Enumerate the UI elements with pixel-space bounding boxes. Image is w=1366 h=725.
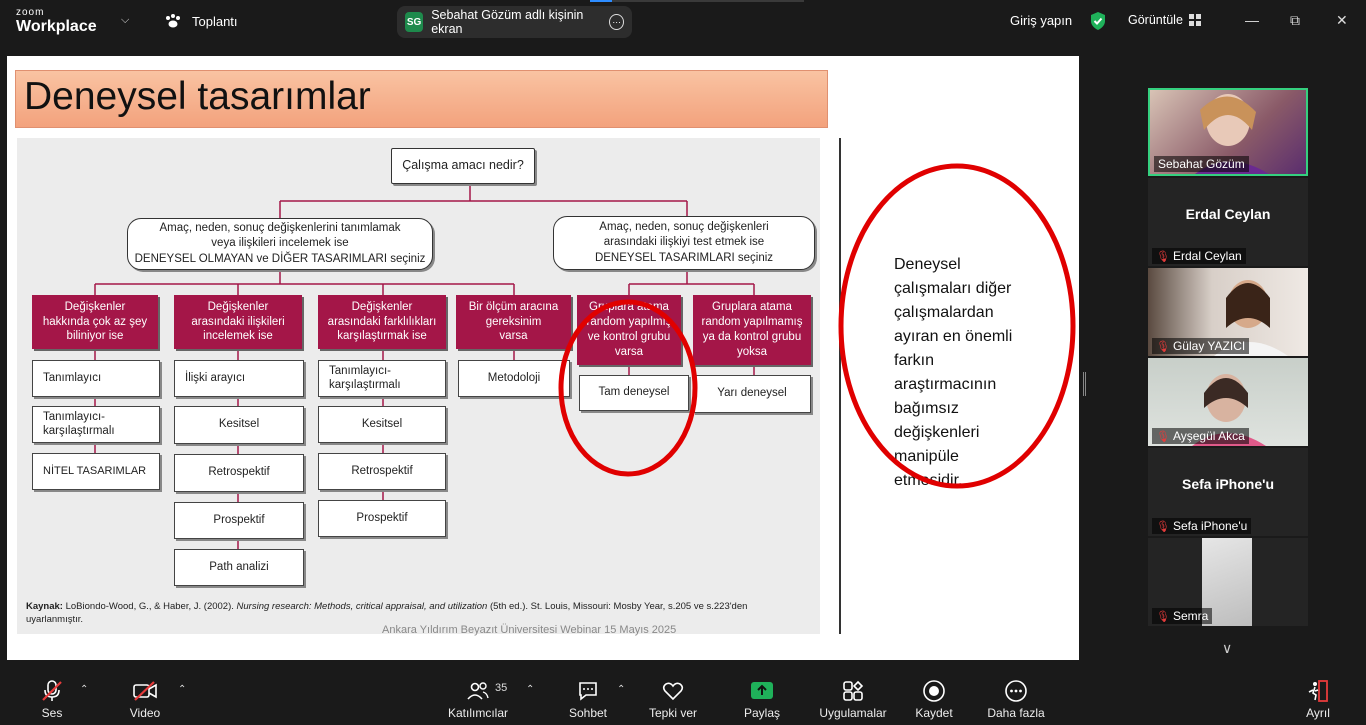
chevron-down-icon[interactable]: ∨	[1222, 640, 1233, 656]
slide-title: Deneysel tasarımlar	[24, 75, 371, 118]
mic-off-icon: 🎙	[1156, 610, 1170, 623]
category-4: Bir ölçüm aracına gereksinim varsa	[456, 295, 571, 349]
item-metodoloji: Metodoloji	[458, 360, 570, 397]
mic-off-icon: 🎙	[1156, 430, 1170, 443]
category-5: Gruplara atama random yapılmış ve kontrol grubu varsa	[577, 295, 681, 365]
mic-off-icon	[40, 679, 64, 703]
item-iliski-arayici: İlişki arayıcı	[174, 360, 304, 397]
participant-name: 🎙 Gülay YAZICI	[1152, 338, 1249, 354]
leave-button[interactable]: Ayrıl	[1298, 668, 1338, 725]
apps-icon	[841, 679, 865, 703]
screen-share-pill[interactable]: SG Sebahat Gözüm adlı kişinin ekran …	[397, 6, 632, 38]
item-prospektif-2: Prospektif	[318, 500, 446, 537]
participant-tile[interactable]	[1148, 268, 1308, 356]
category-3: Değişkenler arasındaki farklılıkları karşılaştırmak ise	[318, 295, 446, 349]
view-button[interactable]: Görüntüle	[1128, 13, 1201, 27]
item-path-analizi: Path analizi	[174, 549, 304, 586]
more-button[interactable]: Daha fazla	[984, 668, 1048, 725]
item-prospektif: Prospektif	[174, 502, 304, 539]
shared-screen: Deneysel tasarımlar Çalışma amacı nedir? Amaç, neden, sonuç değişkenlerini tanımlamak veya ilişkileri incelemek ise DENEYSEL OLMAYAN ve DİĞER TASARIMLARI seçiniz Amaç, neden, sonuç değişkenleri arasındaki ilişkiyi test etmek ise DENEYSEL TASARIMLARI seçiniz Değişkenler hakkında çok az şey biliniyor ise Değişkenler arasındaki ilişkileri incelemek ise Değişkenler arasındaki farklılıkları karşılaştırmak ise Bir ölçüm aracına gereksinim varsa Gruplara atama random yapılmış ve kontrol grubu varsa Gruplara atama random yapılmamış ya da kontrol grubu yoksa Tanımlayıcı Tanımlayıcı- karşılaştırmalı NİTEL TASARIMLAR İlişki arayıcı Kesitsel Retrospektif Prospektif Path analizi Tanımlayıcı- karşılaştırmalı Kesitsel Retrospektif Prospektif Metodoloji Tam deneysel Yarı deneysel Kaynak: LoBiondo-Wood, G., & Haber, J. (2002). Nursing research: Methods, critical appraisal, and utilization (5th ed.). St. Louis, Missouri: Mosby Year, s.205 ve s.223'den uyarlanmıştır. Ankara Yıldırım Beyazıt Üniversitesi Webinar 15 Mayıs 2025 Deneysel çalışmaları diğer çalışmalardan ayıran en önemli farkın araştırmacının bağımsız değişkenleri manipüle etmesidir.	[7, 56, 1079, 660]
more-icon	[1004, 679, 1028, 703]
chevron-down-icon[interactable]: ⌵	[121, 14, 130, 26]
left-branch-box: Amaç, neden, sonuç değişkenlerini tanımlamak veya ilişkileri incelemek ise DENEYSEL OLMAYAN ve DİĞER TASARIMLARI seçiniz	[127, 218, 433, 270]
item-retrospektif: Retrospektif	[174, 454, 304, 492]
mic-off-icon: 🎙	[1156, 340, 1170, 353]
react-button[interactable]: Tepki ver	[646, 668, 700, 725]
chevron-up-icon[interactable]: ⌃	[617, 684, 626, 695]
share-screen-icon	[750, 679, 774, 703]
item-tanimlayici-karsilastirmali-2: Tanımlayıcı- karşılaştırmalı	[318, 360, 446, 397]
participant-tile[interactable]: Sefa iPhone'u 🎙 Sefa iPhone'u	[1148, 448, 1308, 536]
item-tanimlayici: Tanımlayıcı	[32, 360, 160, 397]
heart-icon	[661, 679, 685, 703]
panel-resize-handle[interactable]	[1083, 372, 1086, 396]
participant-tile[interactable]	[1148, 538, 1308, 626]
avatar: SG	[405, 12, 423, 32]
item-retrospektif-2: Retrospektif	[318, 453, 446, 490]
record-button[interactable]: Kaydet	[912, 668, 956, 725]
participant-name: 🎙 Semra	[1152, 608, 1212, 624]
chat-button[interactable]: Sohbet	[566, 668, 610, 725]
item-tam-deneysel: Tam deneysel	[579, 375, 689, 411]
meeting-toolbar	[0, 668, 1366, 725]
signin-link[interactable]: Giriş yapın	[1010, 13, 1073, 28]
participant-name: 🎙 Ayşegül Akca	[1152, 428, 1249, 444]
mic-off-icon: 🎙	[1156, 520, 1170, 533]
paw-icon	[164, 13, 182, 29]
participant-name: 🎙 Erdal Ceylan	[1152, 248, 1246, 264]
category-2: Değişkenler arasındaki ilişkileri incelemek ise	[174, 295, 302, 349]
chevron-up-icon[interactable]: ⌃	[178, 684, 187, 695]
item-tanimlayici-karsilastirmali: Tanımlayıcı- karşılaştırmalı	[32, 406, 160, 443]
mute-button[interactable]: Ses	[30, 668, 74, 725]
top-bar	[0, 0, 1366, 44]
people-icon	[466, 679, 490, 703]
chevron-up-icon[interactable]: ⌃	[526, 684, 535, 695]
category-1: Değişkenler hakkında çok az şey biliniyor ise	[32, 295, 158, 349]
grid-icon	[1189, 14, 1201, 26]
participants-button[interactable]: Katılımcılar	[446, 668, 510, 725]
chat-icon	[576, 679, 600, 703]
right-branch-box: Amaç, neden, sonuç değişkenleri arasındaki ilişkiyi test etmek ise DENEYSEL TASARIMLARI seçiniz	[553, 216, 815, 270]
record-icon	[922, 679, 946, 703]
item-yari-deneysel: Yarı deneysel	[693, 375, 811, 413]
item-nitel-tasarimlar: NİTEL TASARIMLAR	[32, 453, 160, 490]
chevron-up-icon[interactable]: ⌃	[80, 684, 89, 695]
minimize-icon[interactable]: —	[1245, 12, 1259, 28]
restore-icon[interactable]: ⧉	[1290, 12, 1300, 28]
zoom-logo: zoom Workplace	[16, 7, 97, 35]
meeting-info-button[interactable]: Toplantı	[164, 13, 238, 29]
close-icon[interactable]: ✕	[1336, 12, 1348, 28]
category-6: Gruplara atama random yapılmamış ya da kontrol grubu yoksa	[693, 295, 811, 365]
item-kesitsel-2: Kesitsel	[318, 406, 446, 443]
participants-count: 35	[495, 682, 508, 694]
participant-name: Sebahat Gözüm	[1154, 156, 1249, 172]
participant-tile[interactable]	[1148, 358, 1308, 446]
source-citation: Kaynak: LoBiondo-Wood, G., & Haber, J. (2002). Nursing research: Methods, critical appraisal, and utilization (5th ed.). St. Louis, Missouri: Mosby Year, s.205 ve s.223'den uyarlanmıştır.	[26, 601, 748, 625]
video-button[interactable]: Video	[122, 668, 168, 725]
leave-icon	[1306, 679, 1330, 703]
slide-side-text: Deneysel çalışmaları diğer çalışmalardan ayıran en önemli farkın araştırmacının bağımsız değişkenleri manipüle etmesidir.	[894, 256, 1013, 489]
share-button[interactable]: Paylaş	[740, 668, 784, 725]
participant-name: 🎙 Sefa iPhone'u	[1152, 518, 1251, 534]
slide-title-bar	[15, 70, 828, 128]
item-kesitsel: Kesitsel	[174, 406, 304, 444]
share-indicator-line	[590, 0, 804, 2]
root-box: Çalışma amacı nedir?	[391, 148, 535, 184]
participant-tile[interactable]	[1148, 88, 1308, 176]
mic-off-icon: 🎙	[1156, 250, 1170, 263]
participant-tile[interactable]: Erdal Ceylan 🎙 Erdal Ceylan	[1148, 178, 1308, 266]
slide-divider	[839, 138, 841, 634]
video-off-icon	[132, 679, 158, 703]
shield-check-icon[interactable]	[1089, 11, 1107, 31]
flowchart-figure	[17, 138, 820, 634]
more-icon[interactable]: …	[609, 14, 624, 30]
apps-button[interactable]: Uygulamalar	[816, 668, 890, 725]
